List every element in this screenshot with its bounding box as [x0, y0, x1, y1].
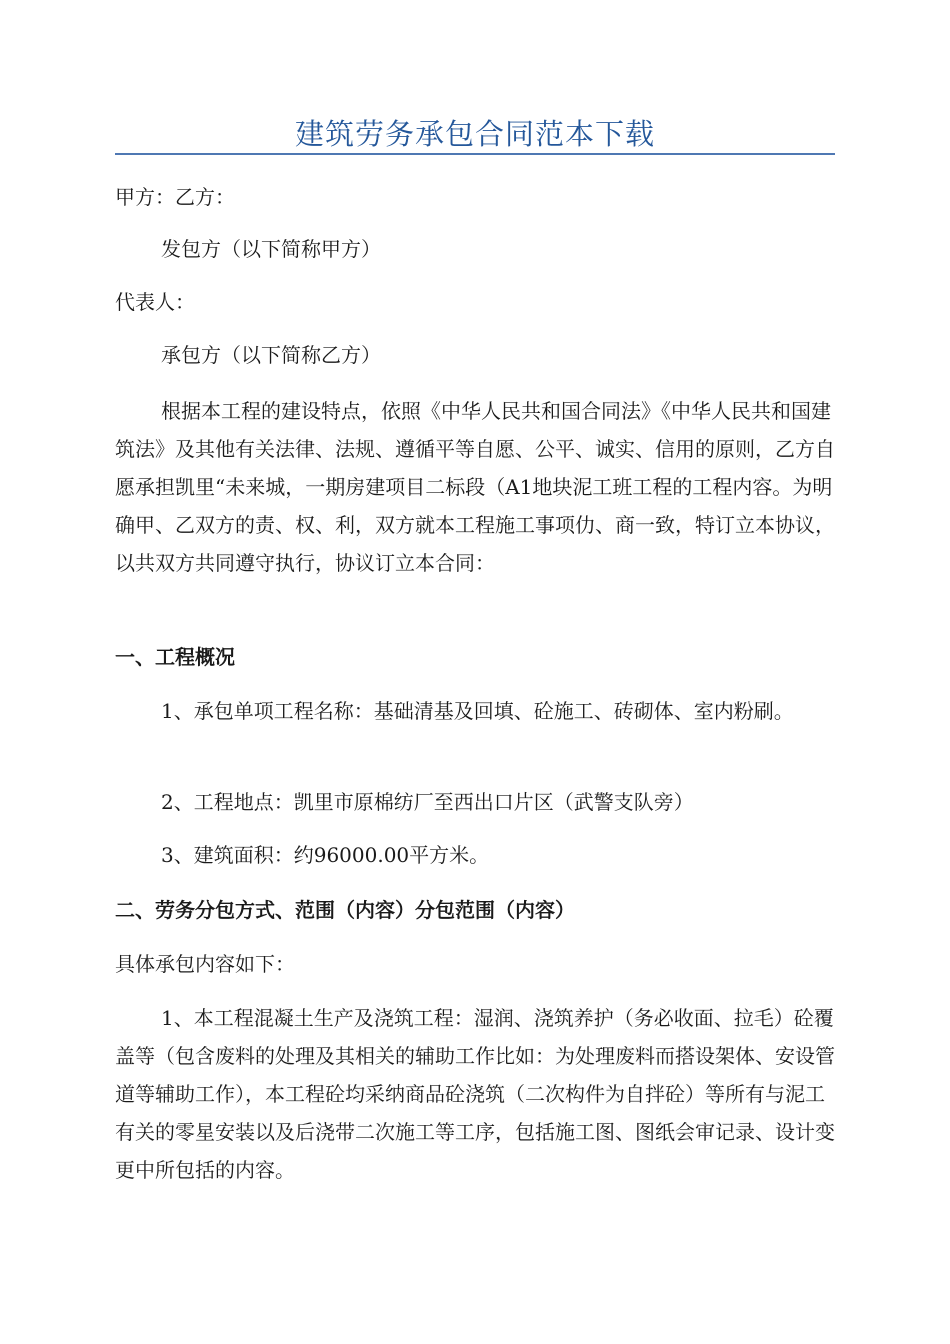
clause-1-3: 3、建筑面积：约96000.00平方米。	[161, 843, 490, 867]
clause-1-2: 2、工程地点：凯里市原棉纺厂至西出口片区（武警支队旁）	[161, 790, 694, 814]
party-line: 甲方：乙方：	[115, 185, 235, 209]
clause-1-1: 1、承包单项工程名称：基础清基及回填、砼施工、砖砌体、室内粉刷。	[161, 699, 794, 723]
contractor-party-b: 承包方（以下简称乙方）	[161, 343, 381, 367]
scope-intro: 具体承包内容如下：	[115, 952, 295, 976]
preamble-paragraph: 根据本工程的建设特点，依照《中华人民共和国合同法》《中华人民共和国建筑法》及其他有关法律、法规、遵循平等自愿、公平、诚实、信用的原则，乙方自愿承担凯里“未来城，一期房建项目二标段（A1地块泥工班工程的工程内容。为明确甲、乙双方的责、权、利，双方就本工程施工事项仂、商一致，特订立本协议，以共双方共同遵守执行，协议订立本合同：	[115, 399, 835, 575]
document-title: 建筑劳务承包合同范本下载	[294, 117, 655, 151]
title-underline	[115, 153, 835, 155]
clause-2-1: 1、本工程混凝土生产及浇筑工程：湿润、浇筑养护（务必收面、拉毛）砼覆盖等（包含废料的处理及其相关的辅助工作比如：为处理废料而搭设架体、安设管道等辅助工作），本工程砼均采纳商品砼浇筑（二次构件为自拌砼）等所有与泥工有关的零星安装以及后浇带二次施工等工序，包括施工图、图纸会审记录、设计变更中所包括的内容。	[115, 1006, 835, 1182]
contractor-party-a: 发包方（以下简称甲方）	[161, 237, 381, 261]
section-heading-2: 二、劳务分包方式、范围（内容）分包范围（内容）	[115, 898, 575, 922]
representative-line: 代表人：	[115, 290, 195, 314]
section-heading-1: 一、工程概况	[115, 645, 235, 669]
